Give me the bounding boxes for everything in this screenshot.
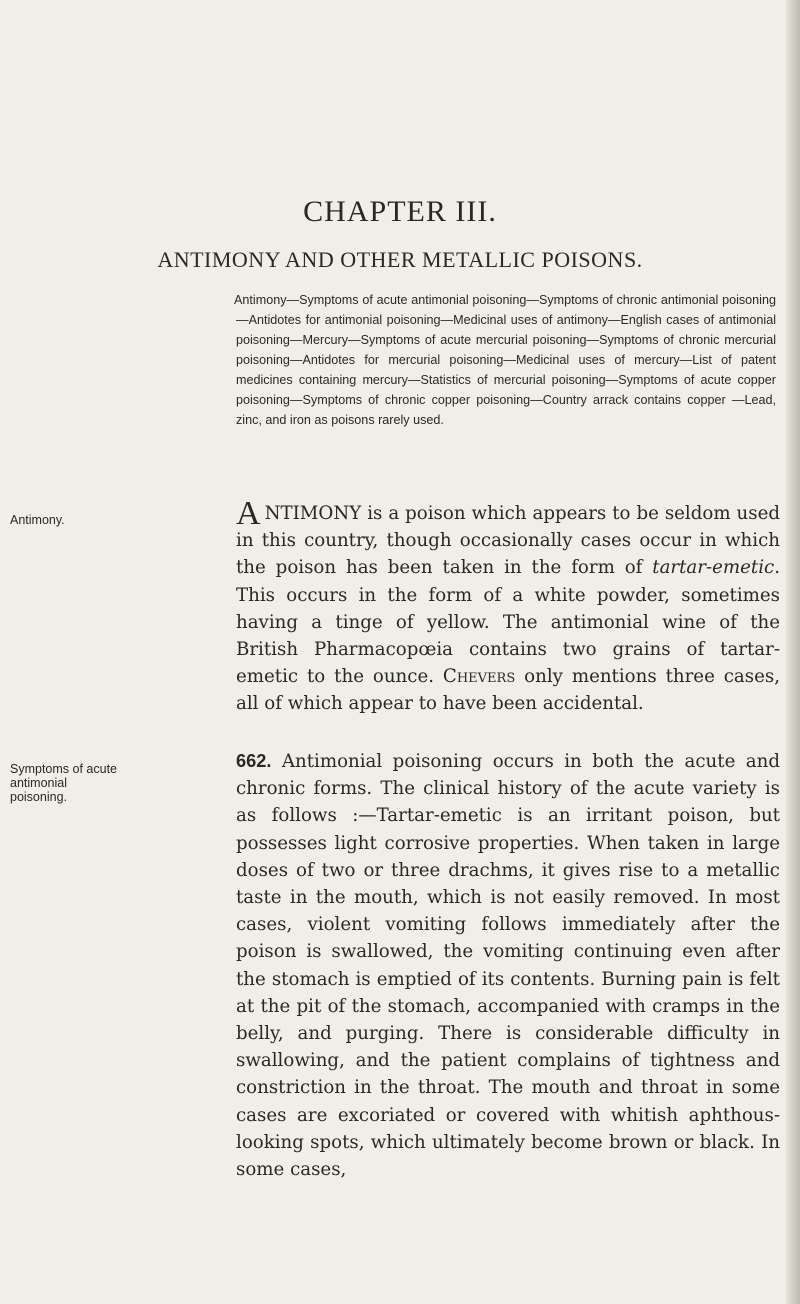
para2-text: Antimonial poisoning occurs in both the acute and chronic forms. The clinical history of the acute variety is as follows :—Tartar-emetic is an irritant poison, but possesses light corrosive properties. When taken in large doses of two or three drachms, it gives rise to a metallic taste in the mouth, which is not easily removed. In most cases, violent vomiting follows immediately after the poison is swallowed, the vomiting continuing even after the stomach is emptied of its contents. Burning pain is felt at the pit of the stomach, accompanied with cramps in the belly, and purging. There is considerable difficulty in swallowing, and the patient complains of tightness and constriction in the throat. The mouth and throat in some cases are excoriated or covered with whitish aphthous-looking spots, which ultimately become brown or black. In some cases, [236,751,780,1181]
para1-text-a: NTIMONY is a poison which appears to be seldom used in this country, though occasionally cases occur in which the poison has been taken in the form of [236,503,780,579]
paragraph-1 [236,495,780,718]
paragraph-number: 662. [236,751,272,771]
para1-text-b: This occurs in the form of a white powder, sometimes having a tinge of yellow. The antimonial wine of the British Pharmacopœia contains two grains of tartar-emetic to the ounce. [236,584,780,688]
author-name: Chevers [442,666,516,688]
para1-italic: tartar-emetic. [652,557,780,579]
sidenote-symptoms: Symptoms of acute antimonial poisoning. [10,762,117,804]
chapter-synopsis [236,290,776,430]
para1-text-c: only mentions three cases, all of which appear to have been accidental. [236,666,780,715]
sidenote-antimony: Antimony. [10,513,65,527]
chapter-heading: CHAPTER III. [303,195,497,228]
paragraph-662 [236,748,780,1183]
drop-cap: A [236,495,261,532]
paragraph-2 [236,748,780,1183]
paragraph-antimony [236,495,780,718]
synopsis-text: Antimony—Symptoms of acute antimonial poisoning—Symptoms of chronic antimonial poisoning—Antidotes for antimonial poisoning—Medicinal uses of antimony—English cases of antimonial poisoning—Mercury—Symptoms of acute mercurial poisoning—Symptoms of chronic mercurial poisoning—Antidotes for mercurial poisoning—Medicinal uses of mercury—List of patent medicines containing mercury—Statistics of mercurial poisoning—Symptoms of acute copper poisoning—Symptoms of chronic copper poisoning—Country arrack contains copper —Lead, zinc, and iron as poisons rarely used. [234,293,776,427]
chapter-title: ANTIMONY AND OTHER METALLIC POISONS. [157,247,643,272]
